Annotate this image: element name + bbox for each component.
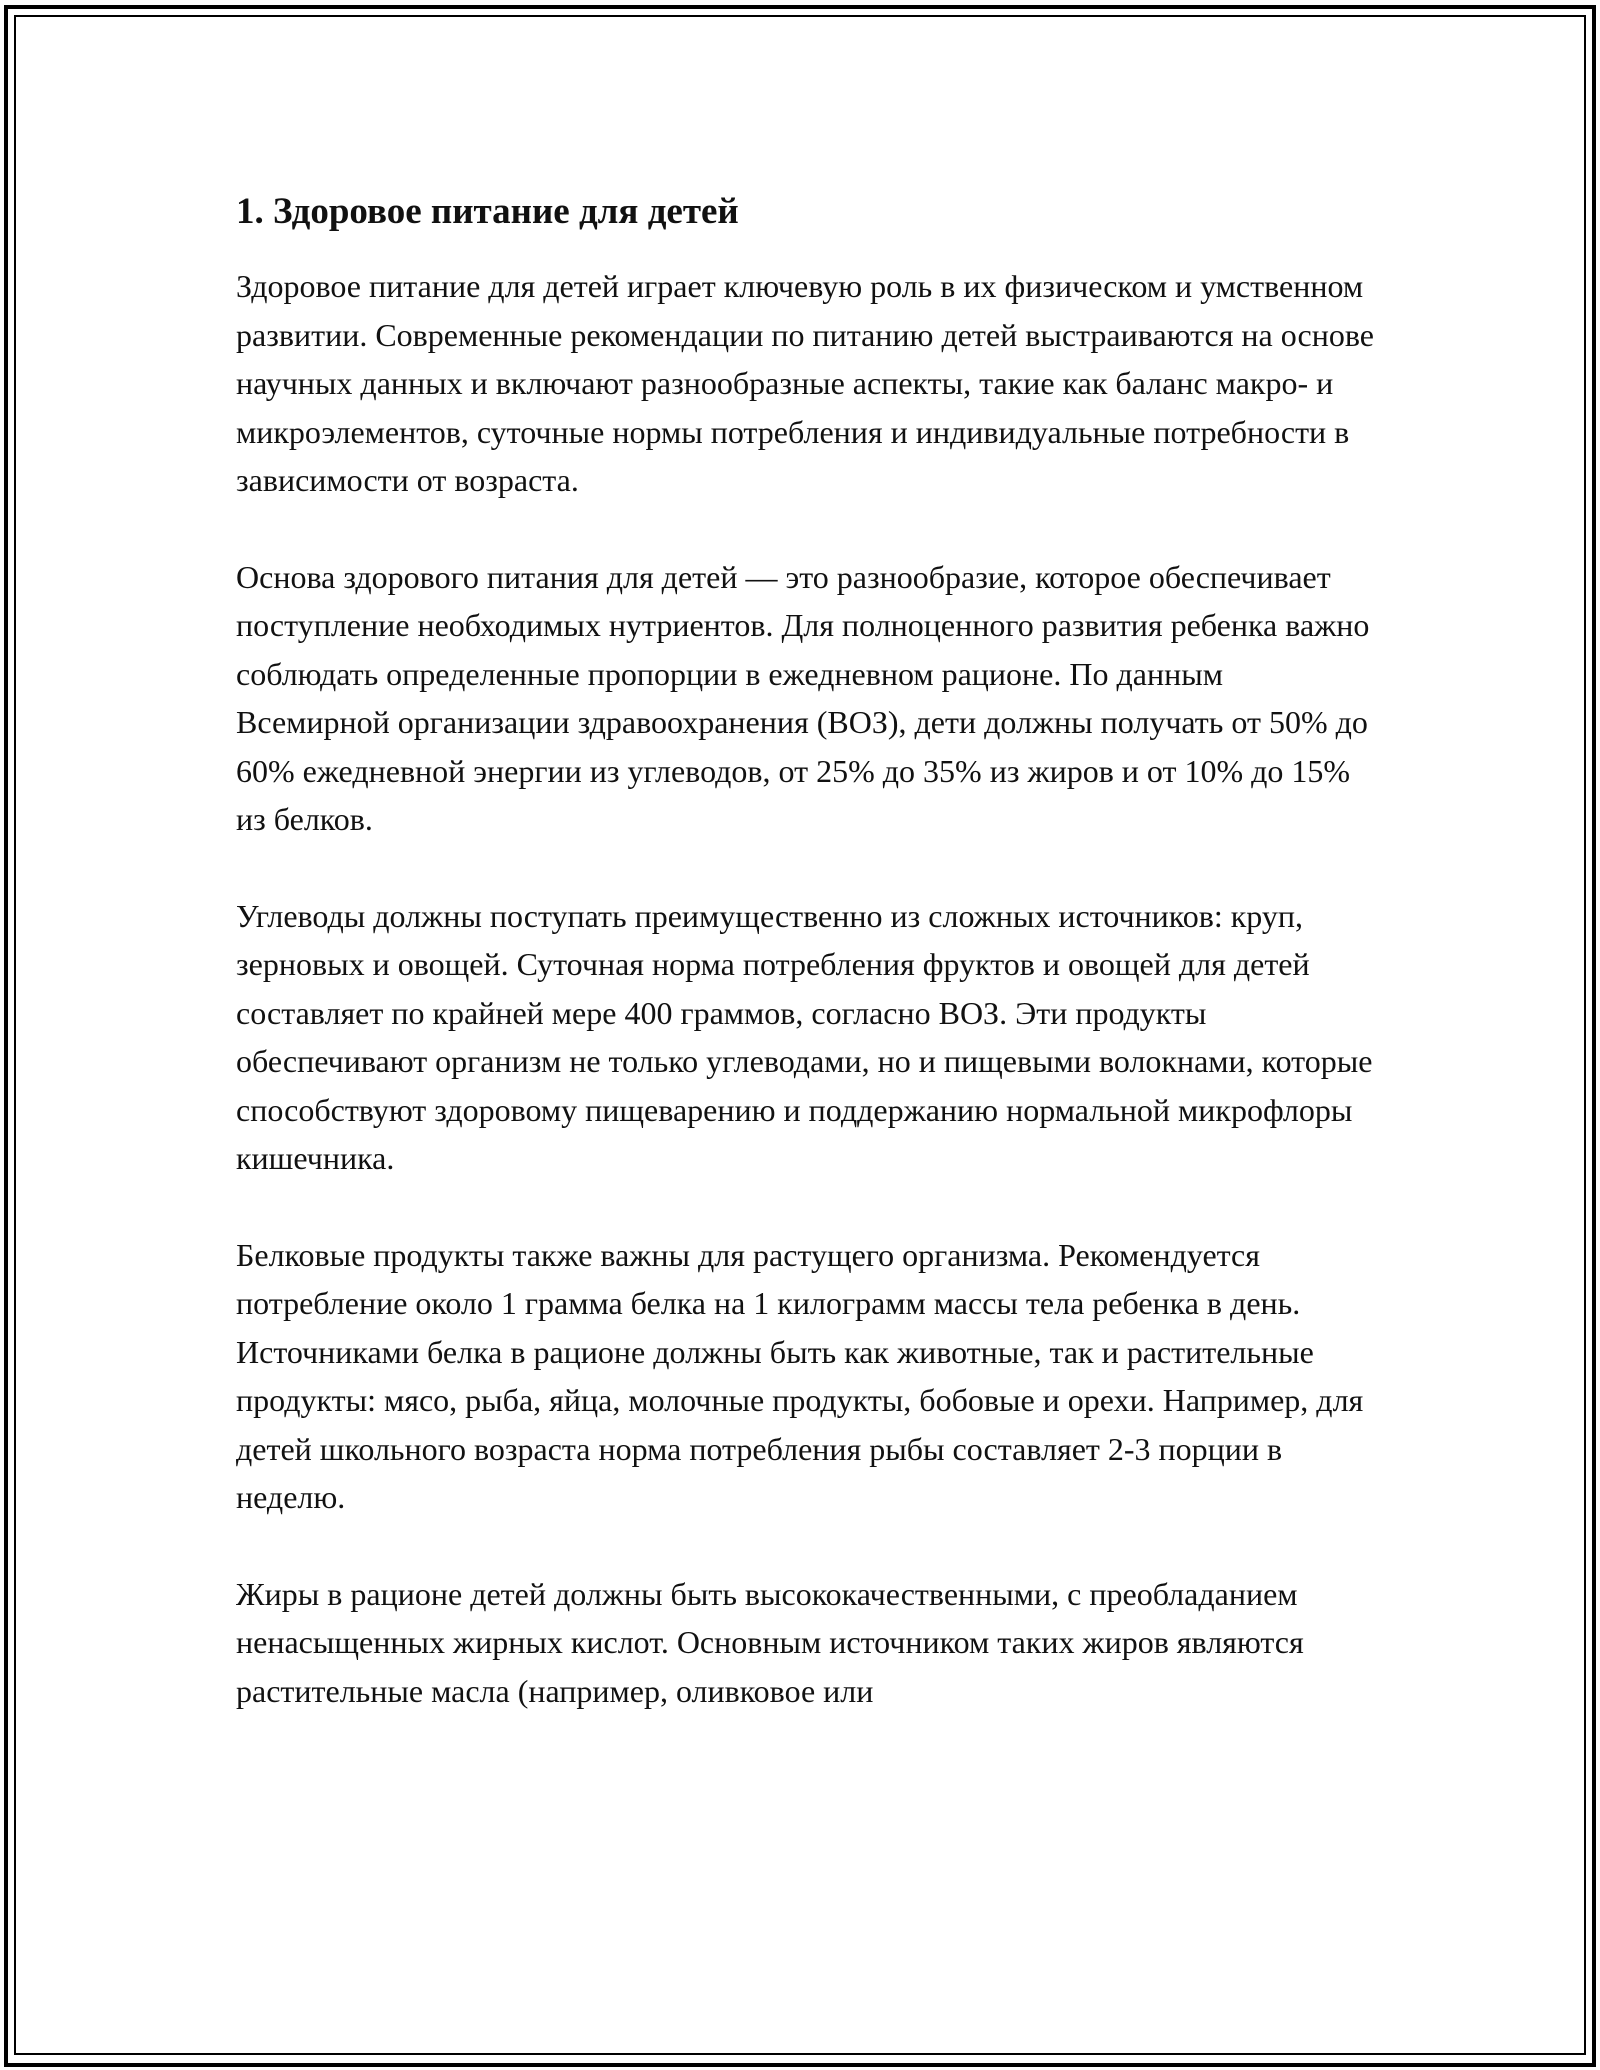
paragraph-proteins: Белковые продукты также важны для растущего организма. Рекомендуется потребление около 1 грамма белка на 1 килограмм массы тела ребенка в день. Источниками белка в рационе должны быть как животные, так и растительные продукты: мясо, рыба, яйца, молочные продукты, бобовые и орехи. Например, для детей школьного возраста норма потребления рыбы составляет 2-3 порции в неделю. <box>236 1236 1364 1515</box>
paragraph-diet-basis: Основа здорового питания для детей — это разнообразие, которое обеспечивает поступление необходимых нутриентов. Для полноценного развития ребенка важно соблюдать определенные пропорции в ежедневном рационе. По данным Всемирной организации здравоохранения (ВОЗ), дети должны получать от 50% до 60% ежедневной энергии из углеводов, от 25% до 35% из жиров и от 10% до 15% из белков. <box>236 558 1370 837</box>
section-heading: 1. Здоровое питание для детей <box>236 191 739 232</box>
document-body <box>236 184 1376 1763</box>
paragraph-intro: Здоровое питание для детей играет ключевую роль в их физическом и умственном развитии. Современные рекомендации по питанию детей выстраиваются на основе научных данных и включают разнообразные аспекты, такие как баланс макро- и микроэлементов, суточные нормы потребления и индивидуальные потребности в зависимости от возраста. <box>236 268 1374 498</box>
paragraph-carbohydrates: Углеводы должны поступать преимущественно из сложных источников: круп, зерновых и овощей. Суточная норма потребления фруктов и овощей для детей составляет по крайней мере 400 граммов, согласно ВОЗ. Эти продукты обеспечивают организм не только углеводами, но и пищевыми волокнами, которые способствуют здоровому пищеварению и поддержанию нормальной микрофлоры кишечника. <box>236 897 1373 1176</box>
paragraph-fats: Жиры в рационе детей должны быть высококачественными, с преобладанием ненасыщенных жирных кислот. Основным источником таких жиров являются растительные масла (например, оливковое или <box>236 1575 1304 1709</box>
